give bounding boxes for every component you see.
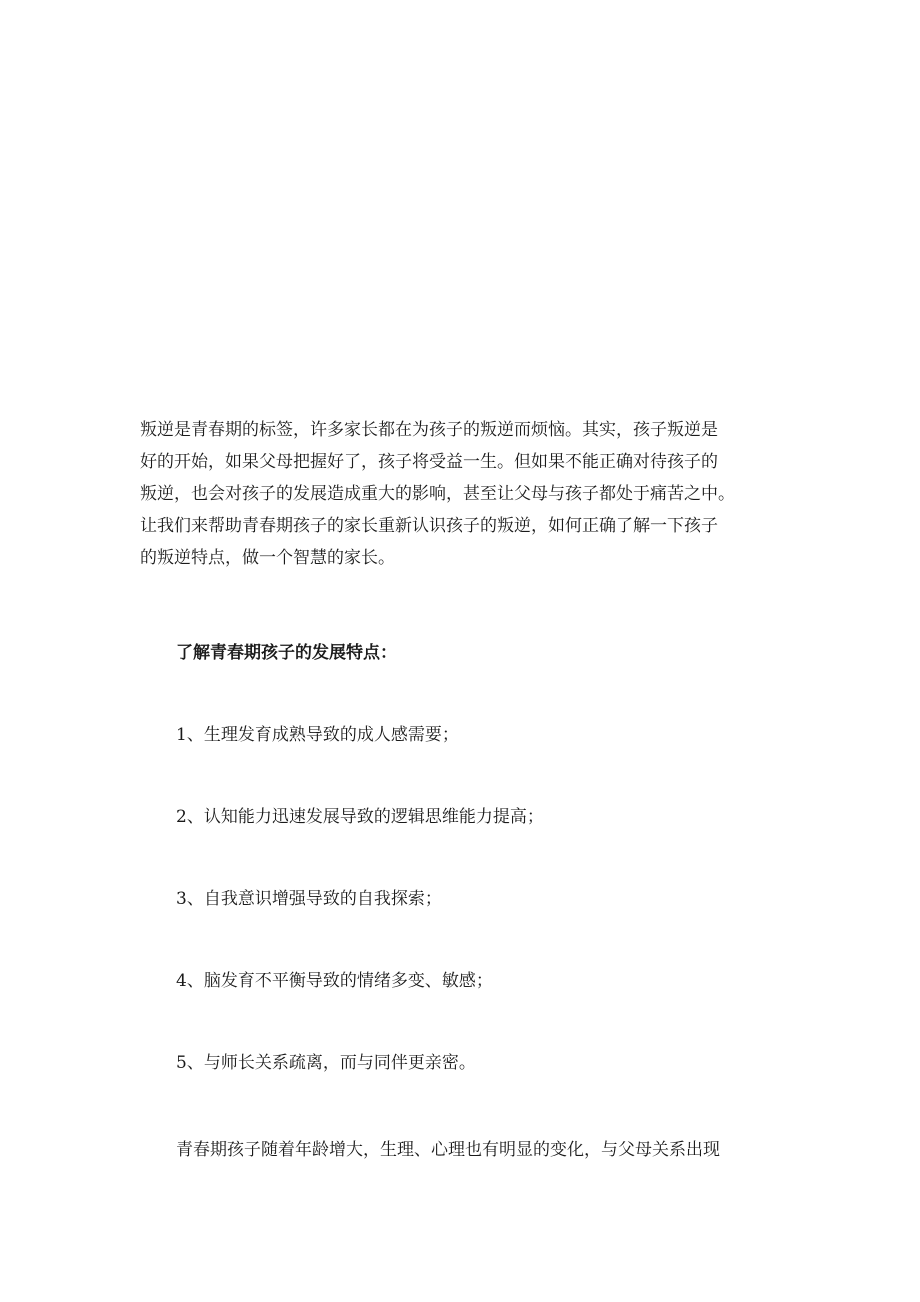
list-item: 5、与师长关系疏离，而与同伴更亲密。 [176,1053,476,1073]
section-heading: 了解青春期孩子的发展特点： [176,643,397,663]
closing-paragraph: 青春期孩子随着年龄增大，生理、心理也有明显的变化，与父母关系出现 [176,1140,720,1160]
intro-line: 叛逆是青春期的标签，许多家长都在为孩子的叛逆而烦恼。其实，孩子叛逆是 [140,420,718,440]
list-item: 4、脑发育不平衡导致的情绪多变、敏感； [176,971,493,991]
intro-paragraph [140,414,780,574]
intro-line: 叛逆，也会对孩子的发展造成重大的影响，甚至让父母与孩子都处于痛苦之中。 [140,484,735,504]
list-item: 1、生理发育成熟导致的成人感需要； [176,725,459,745]
intro-line: 让我们来帮助青春期孩子的家长重新认识孩子的叛逆，如何正确了解一下孩子 [140,516,718,536]
intro-line: 好的开始，如果父母把握好了，孩子将受益一生。但如果不能正确对待孩子的 [140,452,718,472]
list-item: 3、自我意识增强导致的自我探索； [176,889,442,909]
list-item: 2、认知能力迅速发展导致的逻辑思维能力提高； [176,807,544,827]
intro-line: 的叛逆特点，做一个智慧的家长。 [140,548,395,568]
